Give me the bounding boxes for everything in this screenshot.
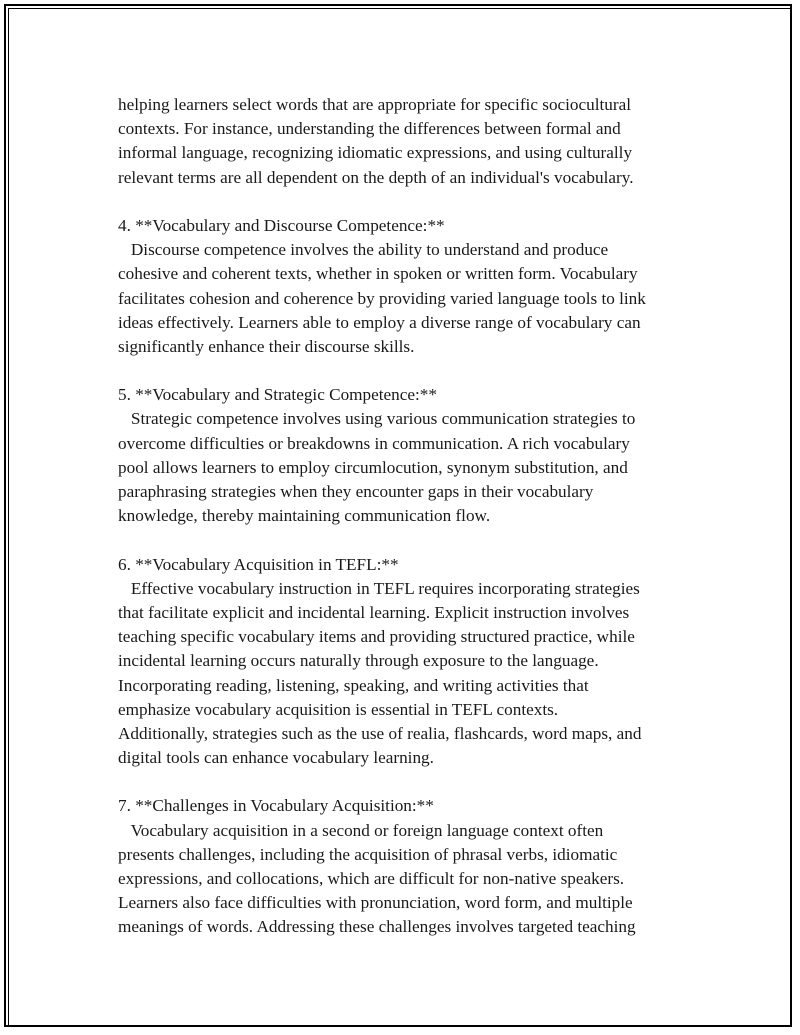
section-heading: 4. **Vocabulary and Discourse Competence:** xyxy=(118,215,445,235)
text-line: pool allows learners to employ circumlocution, synonym substitution, and xyxy=(118,457,628,477)
text-line: Additionally, strategies such as the use of realia, flashcards, word maps, and xyxy=(118,723,642,743)
paragraph-spacer xyxy=(118,528,698,552)
section-heading: 6. **Vocabulary Acquisition in TEFL:** xyxy=(118,554,399,574)
text-line: facilitates cohesion and coherence by providing varied language tools to link xyxy=(118,288,646,308)
text-line: incidental learning occurs naturally through exposure to the language. xyxy=(118,651,599,671)
text-line: teaching specific vocabulary items and providing structured practice, while xyxy=(118,627,635,647)
text-line: paraphrasing strategies when they encounter gaps in their vocabulary xyxy=(118,482,594,501)
section-challenges xyxy=(118,794,698,939)
text-line: Incorporating reading, listening, speaking, and writing activities that xyxy=(118,675,589,695)
paragraph-spacer xyxy=(118,190,698,214)
text-line: expressions, and collocations, which are difficult for non-native speakers. xyxy=(118,869,625,888)
text-line: ideas effectively. Learners able to employ a diverse range of vocabulary can xyxy=(118,312,641,332)
text-line: contexts. For instance, understanding the differences between formal and xyxy=(118,119,621,139)
text-line: Vocabulary acquisition in a second or foreign language context often xyxy=(118,820,604,840)
paragraph-spacer xyxy=(118,770,698,794)
text-line: overcome difficulties or breakdowns in communication. A rich vocabulary xyxy=(118,433,630,453)
text-line: digital tools can enhance vocabulary learning. xyxy=(118,748,434,768)
paragraph-spacer xyxy=(118,359,698,383)
section-heading: 7. **Challenges in Vocabulary Acquisition:** xyxy=(118,796,434,816)
text-line: Effective vocabulary instruction in TEFL requires incorporating strategies xyxy=(118,578,640,598)
text-line: informal language, recognizing idiomatic expressions, and using culturally xyxy=(118,143,633,163)
intro-paragraph xyxy=(118,93,698,190)
text-line: cohesive and coherent texts, whether in spoken or written form. Vocabulary xyxy=(118,264,638,284)
section-strategic-competence xyxy=(118,383,698,528)
text-line: Discourse competence involves the ability to understand and produce xyxy=(118,240,609,260)
text-line: significantly enhance their discourse skills. xyxy=(118,336,415,356)
text-line: helping learners select words that are appropriate for specific sociocultural xyxy=(118,95,632,114)
text-line: relevant terms are all dependent on the depth of an individual's vocabulary. xyxy=(118,167,634,187)
section-discourse-competence xyxy=(118,214,698,359)
text-line: emphasize vocabulary acquisition is essential in TEFL contexts. xyxy=(118,699,559,719)
text-line: Strategic competence involves using various communication strategies to xyxy=(118,409,636,429)
text-line: Learners also face difficulties with pronunciation, word form, and multiple xyxy=(118,893,633,913)
section-vocabulary-acquisition-tefl xyxy=(118,553,698,771)
text-line: knowledge, thereby maintaining communication flow. xyxy=(118,506,491,526)
section-heading: 5. **Vocabulary and Strategic Competence:** xyxy=(118,385,437,405)
text-line: meanings of words. Addressing these challenges involves targeted teaching xyxy=(118,917,636,937)
text-line: presents challenges, including the acquisition of phrasal verbs, idiomatic xyxy=(118,844,618,864)
document-body xyxy=(118,93,698,940)
text-line: that facilitate explicit and incidental learning. Explicit instruction involves xyxy=(118,602,630,622)
